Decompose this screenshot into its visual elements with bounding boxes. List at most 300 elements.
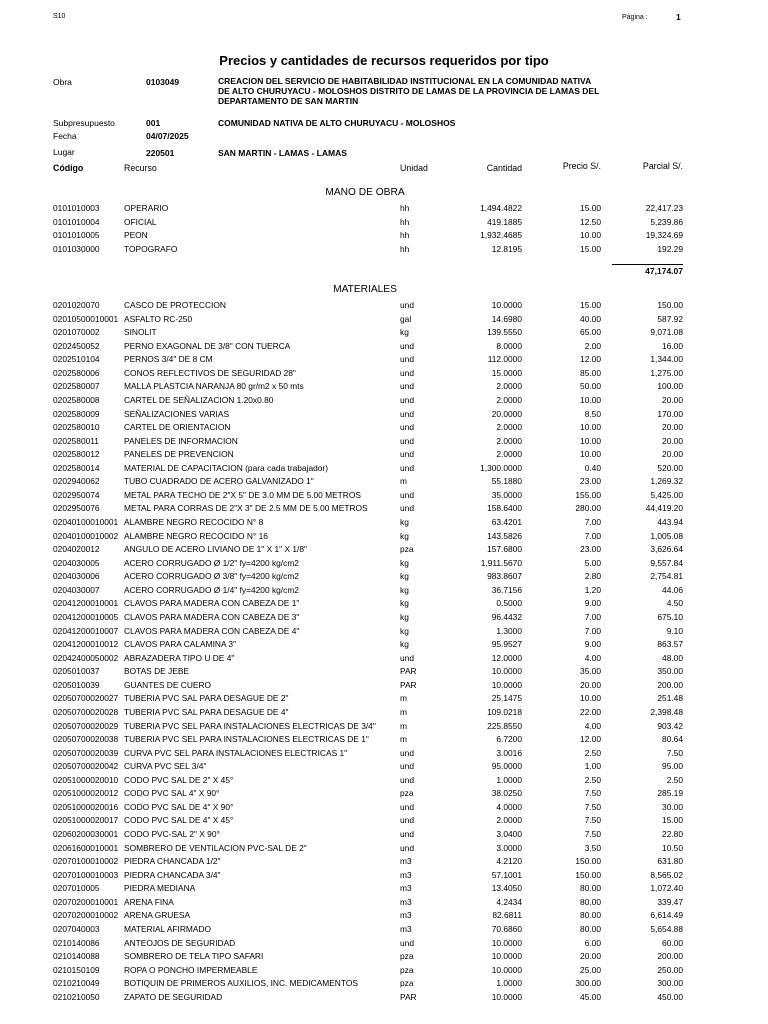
item-code: 0210140088 [53,951,100,962]
item-resource: BOTIQUIN DE PRIMEROS AUXILIOS, INC. MEDICAMENTOS [124,978,358,989]
item-partial: 200.00 [657,679,683,690]
item-price: 155.00 [575,489,601,500]
table-row [0,653,768,667]
item-resource: CODO PVC SAL DE 2" X 45° [124,774,234,785]
item-quantity: 70.6860 [491,923,522,934]
item-code: 02050700020028 [53,706,119,717]
item-price: 7.50 [584,788,601,799]
item-partial: 251.48 [657,693,683,704]
table-row [0,910,768,924]
item-resource: SEÑALIZACIONES VARIAS [124,408,230,419]
item-unit: und [400,449,414,460]
item-quantity: 82.6811 [492,910,522,921]
table-row [0,965,768,979]
table-row [0,951,768,965]
item-partial: 903.42 [657,720,683,731]
item-code: 0210210050 [53,991,100,1002]
item-unit: und [400,381,414,392]
item-price: 2.50 [584,747,601,758]
item-code: 02041200010012 [53,639,119,650]
item-resource: CARTEL DE ORIENTACION [124,422,231,433]
item-quantity: 109.0218 [487,706,522,717]
item-resource: MATERIAL AFIRMADO [124,923,212,934]
table-row [0,354,768,368]
item-quantity: 6.7200 [496,734,522,745]
item-price: 10.00 [580,693,601,704]
item-code: 0202450052 [53,340,100,351]
item-unit: und [400,761,414,772]
item-unit: und [400,503,414,514]
table-row [0,490,768,504]
item-partial: 170.00 [657,408,683,419]
item-price: 6.00 [584,937,601,948]
item-resource: CURVA PVC SEL PARA INSTALACIONES ELECTRICAS 1" [124,747,348,758]
item-unit: m [400,706,407,717]
item-unit: m3 [400,910,412,921]
table-row [0,775,768,789]
item-quantity: 15.0000 [491,367,522,378]
item-partial: 30.00 [662,801,683,812]
item-code: 0202510104 [53,354,100,365]
item-unit: und [400,422,414,433]
item-code: 02010500010001 [53,313,119,324]
item-unit: m [400,693,407,704]
item-unit: und [400,394,414,405]
item-code: 02070100010002 [53,856,119,867]
item-partial: 250.00 [657,964,683,975]
item-partial: 15.00 [662,815,683,826]
item-price: 80.00 [580,896,601,907]
table-row [0,517,768,531]
item-unit: pza [400,964,414,975]
item-partial: 285.19 [657,788,683,799]
table-row [0,666,768,680]
item-quantity: 12.8195 [491,243,522,254]
item-partial: 1,269.32 [650,476,683,487]
item-price: 1.00 [584,761,601,772]
item-resource: CONOS REFLECTIVOS DE SEGURIDAD 28" [124,367,296,378]
item-quantity: 20.0000 [491,408,522,419]
item-code: 02070200010002 [53,910,119,921]
item-price: 10.00 [580,422,601,433]
item-unit: kg [400,639,409,650]
item-unit: und [400,842,414,853]
item-quantity: 1,911.5670 [480,557,522,568]
item-partial: 150.00 [657,300,683,310]
col-header-precio: Precio S/. [562,161,601,171]
item-resource: PEON [124,230,148,241]
table-row [0,924,768,938]
item-partial: 95.00 [662,761,683,772]
item-resource: CLAVOS PARA MADERA CON CABEZA DE 1" [124,598,300,609]
item-unit: und [400,652,414,663]
item-price: 15.00 [580,243,601,254]
item-partial: 8,565.02 [650,869,683,880]
item-partial: 1,344.00 [650,354,683,365]
item-code: 02051000020016 [53,801,119,812]
item-price: 5.00 [584,557,601,568]
item-quantity: 13.4050 [491,883,522,894]
item-price: 10.00 [580,449,601,460]
item-quantity: 10.0000 [491,666,522,677]
item-resource: METAL PARA CORRAS DE 2"X 3" DE 2.5 MM DE 5.00 METROS [124,503,368,514]
item-unit: gal [400,313,412,324]
item-partial: 1,072.40 [650,883,683,894]
item-unit: m [400,476,407,487]
table-row [0,544,768,558]
item-partial: 5,425.00 [650,489,683,500]
item-resource: TUBO CUADRADO DE ACERO GALVANIZADO 1" [124,476,314,487]
table-row [0,693,768,707]
item-price: 7.50 [584,829,601,840]
item-unit: hh [400,203,410,213]
item-resource: ROPA O PONCHO IMPERMEABLE [124,964,258,975]
item-unit: und [400,408,414,419]
subpresupuesto-label: Subpresupuesto [53,118,115,128]
item-price: 80.00 [580,910,601,921]
item-resource: CASCO DE PROTECCION [124,300,226,310]
item-partial: 4.50 [666,598,683,609]
item-price: 15.00 [580,300,601,310]
table-row [0,558,768,572]
item-partial: 9,557.84 [650,557,683,568]
item-price: 20.00 [580,679,601,690]
item-partial: 44.06 [662,584,683,595]
item-price: 12.00 [580,354,601,365]
item-partial: 5,239.86 [650,216,683,227]
page-label: Página : [622,14,648,21]
item-price: 35.00 [580,666,601,677]
item-quantity: 419.1885 [487,216,522,227]
item-code: 02051000020012 [53,788,119,799]
obra-label: Obra [53,77,72,87]
item-quantity: 1.0000 [496,774,522,785]
item-resource: CLAVOS PARA CALAMINA 3" [124,639,237,650]
item-unit: PAR [400,666,417,677]
item-code: 02041200010007 [53,625,119,636]
item-resource: PANELES DE INFORMACION [124,435,238,446]
item-unit: und [400,435,414,446]
item-quantity: 1.0000 [496,978,522,989]
item-code: 0202580008 [53,394,100,405]
item-resource: MALLA PLASTCIA NARANJA 80 gr/m2 x 50 mts [124,381,304,392]
item-code: 0202580011 [53,435,99,446]
item-quantity: 10.0000 [491,679,522,690]
item-quantity: 3.0000 [496,842,522,853]
table-row [0,748,768,762]
item-quantity: 10.0000 [491,964,522,975]
item-code: 0210140086 [53,937,100,948]
item-price: 3.50 [584,842,601,853]
item-price: 7.00 [584,530,601,541]
item-quantity: 1.3000 [496,625,522,636]
table-row [0,815,768,829]
item-price: 7.00 [584,611,601,622]
item-resource: ALAMBRE NEGRO RECOCIDO N° 8 [124,517,264,528]
lugar-code: 220501 [146,148,175,158]
item-quantity: 55.1880 [491,476,522,487]
item-unit: und [400,340,414,351]
item-resource: TUBERIA PVC SEL PARA INSTALACIONES ELECTRICAS DE 3/4" [124,720,376,731]
item-quantity: 10.0000 [491,991,522,1002]
item-partial: 1,275.00 [650,367,683,378]
table-row [0,788,768,802]
item-partial: 20.00 [662,435,683,446]
item-quantity: 57.1001 [491,869,522,880]
item-code: 02050700020039 [53,747,119,758]
item-partial: 10.50 [662,842,683,853]
obra-desc-line-3: DEPARTAMENTO DE SAN MARTIN [218,96,359,106]
item-code: 02070200010001 [53,896,119,907]
item-code: 02050700020027 [53,693,119,704]
item-unit: hh [400,243,410,254]
item-price: 12.50 [580,216,601,227]
item-price: 10.00 [580,435,601,446]
item-unit: und [400,815,414,826]
table-row [0,217,768,231]
item-code: 0202950074 [53,489,100,500]
item-price: 2.80 [584,571,601,582]
item-partial: 22,417.23 [645,203,683,213]
item-quantity: 158.6400 [487,503,522,514]
page-title: Precios y cantidades de recursos requeridos por tipo [219,53,549,68]
item-quantity: 139.5550 [487,327,522,338]
item-price: 280.00 [575,503,601,514]
item-price: 4.00 [584,652,601,663]
item-resource: CLAVOS PARA MADERA CON CABEZA DE 4" [124,625,300,636]
item-partial: 48.00 [662,652,683,663]
subtotal-rule [612,264,683,265]
item-quantity: 8.0000 [496,340,522,351]
fecha-value: 04/07/2025 [146,131,189,141]
item-price: 85.00 [580,367,601,378]
item-unit: PAR [400,991,417,1002]
item-unit: und [400,774,414,785]
item-code: 02051000020010 [53,774,119,785]
item-resource: PERNO EXAGONAL DE 3/8" CON TUERCA [124,340,291,351]
item-resource: CLAVOS PARA MADERA CON CABEZA DE 3" [124,611,300,622]
item-quantity: 12.0000 [491,652,522,663]
item-resource: TOPOGRAFO [124,243,178,254]
item-resource: ACERO CORRUGADO Ø 3/8" fy=4200 kg/cm2 [124,571,299,582]
item-unit: pza [400,544,414,555]
item-price: 7.50 [584,801,601,812]
item-partial: 80.64 [662,734,683,745]
item-quantity: 225.8550 [487,720,522,731]
item-code: 0210210049 [53,978,100,989]
item-unit: pza [400,951,414,962]
item-resource: ANTEOJOS DE SEGURIDAD [124,937,236,948]
table-row [0,707,768,721]
section-title-materiales: MATERIALES [333,284,397,295]
item-partial: 450.00 [657,991,683,1002]
item-quantity: 983.8607 [487,571,522,582]
item-code: 0202940062 [53,476,100,487]
table-row [0,734,768,748]
item-resource: OPERARIO [124,203,169,213]
item-price: 4.00 [584,720,601,731]
item-partial: 350.00 [657,666,683,677]
item-unit: pza [400,788,414,799]
item-price: 2.00 [584,340,601,351]
item-partial: 1,005.08 [650,530,683,541]
item-unit: und [400,747,414,758]
item-unit: kg [400,571,409,582]
item-code: 0202580006 [53,367,100,378]
table-row [0,639,768,653]
item-code: 0202580012 [53,449,100,460]
item-unit: m3 [400,923,412,934]
item-quantity: 10.0000 [491,937,522,948]
item-code: 0204030005 [53,557,100,568]
item-partial: 339.47 [657,896,683,907]
item-quantity: 2.0000 [496,381,522,392]
item-price: 1.20 [584,584,601,595]
subpresupuesto-code: 001 [146,118,161,128]
item-partial: 60.00 [662,937,683,948]
item-unit: kg [400,530,409,541]
item-unit: kg [400,598,409,609]
table-row [0,612,768,626]
table-row [0,503,768,517]
item-price: 150.00 [575,869,601,880]
item-quantity: 10.0000 [491,300,522,310]
item-resource: CODO PVC SAL DE 4" X 45° [124,815,234,826]
item-quantity: 143.5826 [487,530,522,541]
table-row [0,938,768,952]
table-row [0,802,768,816]
item-resource: ACERO CORRUGADO Ø 1/2" fy=4200 kg/cm2 [124,557,299,568]
item-price: 7.00 [584,625,601,636]
item-resource: BOTAS DE JEBE [124,666,189,677]
item-code: 0201020070 [53,300,100,310]
item-code: 02041200010005 [53,611,119,622]
item-unit: kg [400,625,409,636]
obra-code: 0103049 [146,77,180,87]
item-resource: CODO PVC-SAL 2" X 90° [124,829,220,840]
table-row [0,422,768,436]
item-unit: m3 [400,869,412,880]
item-partial: 675.10 [657,611,683,622]
item-unit: hh [400,230,410,241]
item-code: 0202580014 [53,462,100,473]
table-row [0,721,768,735]
item-resource: PIEDRA CHANCADA 1/2" [124,856,221,867]
item-quantity: 38.0250 [491,788,522,799]
item-resource: ZAPATO DE SEGURIDAD [124,991,223,1002]
item-quantity: 4.0000 [496,801,522,812]
item-code: 02051000020017 [53,815,119,826]
report-code: S10 [53,13,66,20]
table-row [0,856,768,870]
item-quantity: 112.0000 [487,354,522,365]
item-code: 0204020012 [53,544,100,555]
item-unit: m3 [400,856,412,867]
item-price: 40.00 [580,313,601,324]
item-partial: 16.00 [662,340,683,351]
item-price: 22.00 [580,706,601,717]
item-code: 02050700020042 [53,761,119,772]
item-resource: TUBERIA PVC SEL PARA INSTALACIONES ELECTRICAS DE 1" [124,734,369,745]
item-quantity: 95.9527 [491,639,522,650]
item-quantity: 35.0000 [491,489,522,500]
item-partial: 200.00 [657,951,683,962]
item-code: 0201070002 [53,327,100,338]
item-resource: OFICIAL [124,216,157,227]
item-quantity: 14.6980 [491,313,522,324]
item-code: 0204030007 [53,584,100,595]
item-partial: 631.80 [657,856,683,867]
item-resource: SINOLIT [124,327,157,338]
item-price: 23.00 [580,476,601,487]
col-header-cantidad: Cantidad [486,163,522,173]
item-unit: kg [400,611,409,622]
item-code: 02050700020029 [53,720,119,731]
subpresupuesto-desc: COMUNIDAD NATIVA DE ALTO CHURUYACU - MOLOSHOS [218,118,456,128]
item-unit: und [400,354,414,365]
item-price: 9.00 [584,598,601,609]
table-row [0,327,768,341]
item-partial: 6,614.49 [650,910,683,921]
item-price: 20.00 [580,951,601,962]
item-resource: CODO PVC SAL 4" X 90° [124,788,220,799]
item-resource: METAL PARA TECHO DE 2"X 5" DE 3.0 MM DE 5.00 METROS [124,489,361,500]
item-unit: m3 [400,883,412,894]
item-price: 25.00 [580,964,601,975]
item-quantity: 157.6800 [487,544,522,555]
item-partial: 520.00 [657,462,683,473]
item-resource: PIEDRA CHANCADA 3/4" [124,869,221,880]
item-partial: 20.00 [662,422,683,433]
item-code: 02040100010002 [53,530,119,541]
item-partial: 22.80 [662,829,683,840]
item-quantity: 0.5000 [496,598,522,609]
item-partial: 192.29 [657,243,683,254]
item-quantity: 2.0000 [496,449,522,460]
table-row [0,626,768,640]
item-quantity: 3.0016 [496,747,522,758]
table-row [0,843,768,857]
item-price: 7.00 [584,517,601,528]
item-code: 02061600010001 [53,842,119,853]
item-price: 300.00 [575,978,601,989]
item-unit: m [400,734,407,745]
table-row [0,571,768,585]
item-partial: 20.00 [662,394,683,405]
table-row [0,463,768,477]
item-unit: kg [400,557,409,568]
item-partial: 587.92 [657,313,683,324]
item-price: 150.00 [575,856,601,867]
col-header-parcial: Parcial S/. [642,161,683,171]
item-partial: 300.00 [657,978,683,989]
item-resource: ACERO CORRUGADO Ø 1/4" fy=4200 kg/cm2 [124,584,299,595]
table-row [0,341,768,355]
obra-desc-line-1: CREACION DEL SERVICIO DE HABITABILIDAD INSTITUCIONAL EN LA COMUNIDAD NATIVA [218,76,592,86]
item-quantity: 96.4432 [491,611,522,622]
table-row [0,531,768,545]
item-code: 0205010037 [53,666,100,677]
item-code: 02040100010001 [53,517,119,528]
item-code: 0202580009 [53,408,100,419]
item-quantity: 25.1475 [491,693,522,704]
table-row [0,761,768,775]
item-code: 0101030000 [53,243,100,254]
table-row [0,230,768,244]
table-row [0,897,768,911]
item-price: 65.00 [580,327,601,338]
item-quantity: 2.0000 [496,815,522,826]
